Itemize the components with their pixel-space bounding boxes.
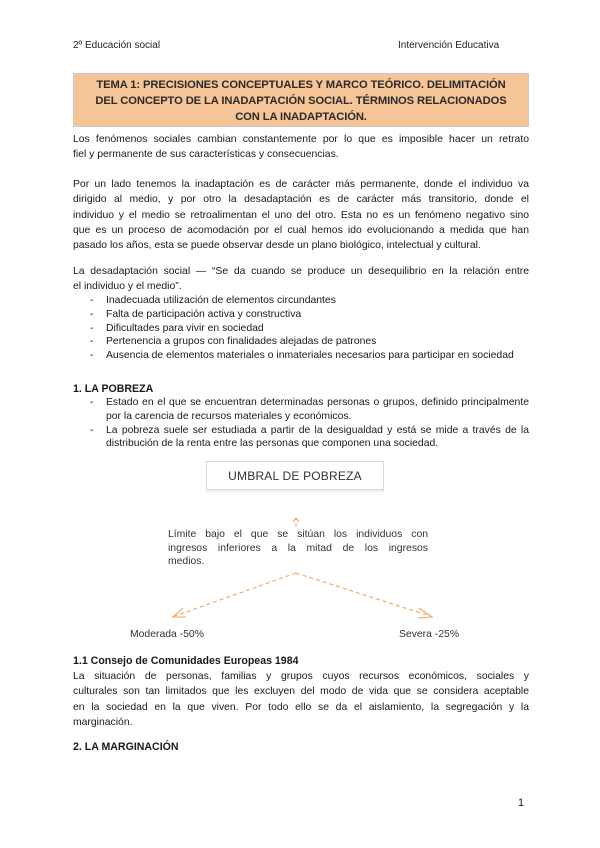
label-severa: Severa -25% <box>399 629 460 640</box>
list-item: - Dificultades para vivir en sociedad <box>73 322 529 336</box>
header-subject: Intervención Educativa <box>398 40 500 51</box>
list-item: - Ausencia de elementos materiales o inmateriales necesarios para participar en sociedad <box>73 349 529 363</box>
text-line: fiel y permanente de sus características y consecuencias. <box>73 149 339 161</box>
text-line: en la sociedad en la que viven. Por todo ello se da el aislamiento, la segregación y la <box>73 701 529 713</box>
list-item: - La pobreza suele ser estudiada a partir de la desigualdad y está se mide a través de la distribución de la renta entre las personas que componen una sociedad. <box>73 424 529 452</box>
left-arrow-head-icon <box>173 608 186 617</box>
list-item: - Estado en el que se encuentran determinadas personas o grupos, definido principalmente por la carencia de recursos materiales y económicos. <box>73 396 529 424</box>
list-item: - Falta de participación activa y constructiva <box>73 308 529 322</box>
text-line: La desadaptación social — “Se da cuando se produce un desequilibrio en la relación entre <box>73 266 529 277</box>
text-line: culturales son tan limitados que les excluyen del modo de vida que se considera aceptable <box>73 686 529 698</box>
text-line: pasado los años, esta se puede observar desde un plano biológico, intelectual y cultural. <box>73 240 481 252</box>
text-line: Por un lado tenemos la inadaptación es de carácter más permanente, donde el individuo va <box>73 179 529 190</box>
consejo-paragraph <box>73 669 529 730</box>
text-line: individuo y el medio se retroalimentan el uno del otro. Esta no es un fenómeno negativo sino <box>73 209 529 221</box>
right-arrow <box>296 573 430 616</box>
left-arrow <box>175 573 296 616</box>
label-moderada: Moderada -50% <box>130 629 204 640</box>
text-line: Los fenómenos sociales cambian constantemente por lo que es imposible hacer un retrato <box>73 134 529 145</box>
title-line: TEMA 1: PRECISIONES CONCEPTUALES Y MARCO TEÓRICO. DELIMITACIÓN <box>96 79 506 91</box>
section-heading-consejo: 1.1 Consejo de Comunidades Europeas 1984 <box>73 655 299 667</box>
list-item: - Inadecuada utilización de elementos circundantes <box>73 294 529 308</box>
title-line: CON LA INADAPTACIÓN. <box>235 111 367 123</box>
text-line: La situación de personas, familias y grupos cuyos recursos económicos, sociales y <box>73 671 529 682</box>
text-line: ingresos inferiores a la mitad de los ingresos <box>168 542 428 554</box>
text-line: el individuo y el medio”. <box>73 281 182 293</box>
page-number: 1 <box>518 797 525 809</box>
umbral-description <box>168 528 428 569</box>
text-line: marginación. <box>73 716 133 728</box>
list-item: - Pertenencia a grupos con finalidades alejadas de patrones <box>73 335 529 349</box>
text-line: medios. <box>168 556 205 567</box>
title-line: DEL CONCEPTO DE LA INADAPTACIÓN SOCIAL. TÉRMINOS RELACIONADOS <box>95 95 507 107</box>
text-line: dirigido al medio, y por otro la desadaptación es de carácter más transitorio, donde el <box>73 194 529 206</box>
text-line: que es un proceso de acomodación por el cual hemos ido evolucionando a medida que han <box>73 224 529 236</box>
header-course: 2º Educación social <box>73 40 161 51</box>
right-arrow-head-icon <box>418 608 432 618</box>
umbral-pobreza-box: UMBRAL DE POBREZA <box>206 461 384 490</box>
text-line: Límite bajo el que se sitúan los individuos con <box>168 529 428 540</box>
section-heading-pobreza: 1. LA POBREZA <box>73 383 154 395</box>
section-heading-marginacion: 2. LA MARGINACIÓN <box>73 741 179 753</box>
